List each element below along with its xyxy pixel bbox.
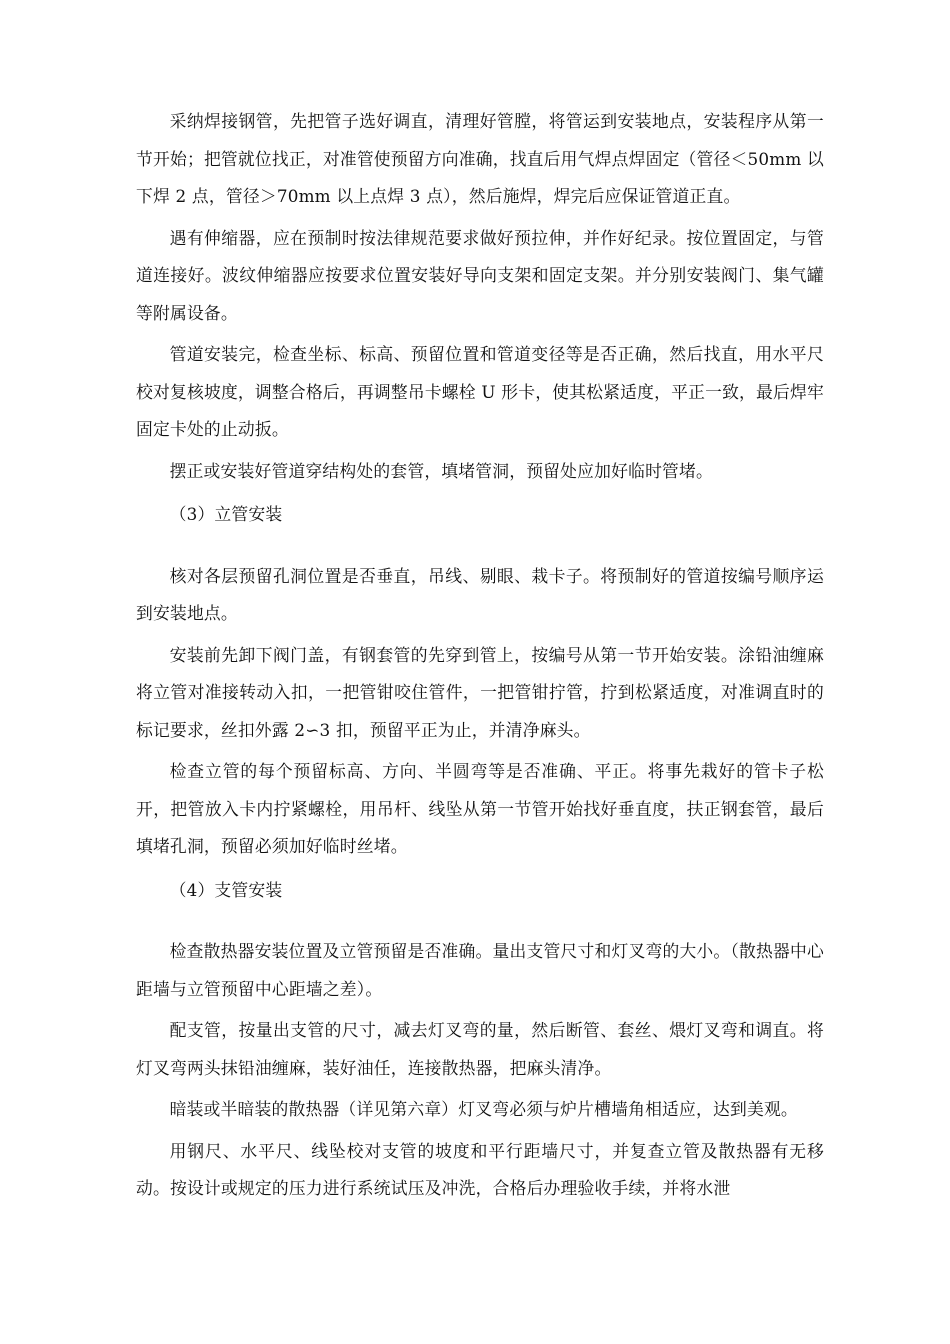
paragraph-riser-verify: 检查立管的每个预留标高、方向、半圆弯等是否准确、平正。将事先栽好的管卡子松开，把管放入卡内拧紧螺栓，用吊杆、线坠从第一节管开始找好垂直度，扶正钢套管，最后填堵孔洞，预留必须加好临时丝堵。 — [136, 761, 824, 856]
paragraph-branch-prep: 配支管，按量出支管的尺寸，减去灯叉弯的量，然后断管、套丝、煨灯叉弯和调直。将灯叉弯两头抹铅油缠麻，装好油任，连接散热器，把麻头清净。 — [136, 1020, 824, 1078]
paragraph-riser-install: 安装前先卸下阀门盖，有钢套管的先穿到管上，按编号从第一节开始安装。涂铅油缠麻将立管对准接转动入扣，一把管钳咬住管件，一把管钳拧管，拧到松紧适度，对准调直时的标记要求，丝扣外露 2∽3 扣，预留平正为止，并清净麻头。 — [136, 644, 824, 740]
paragraph-sleeve: 摆正或安装好管道穿结构处的套管，填堵管洞，预留处应加好临时管堵。 — [169, 460, 713, 481]
section-heading-branch-installation: （4）支管安装 — [169, 879, 283, 900]
section-heading-riser-installation: （3）立管安装 — [169, 504, 283, 524]
paragraph-concealed-radiator: 暗装或半暗装的散热器（详见第六章）灯叉弯必须与炉片槽墙角相适应，达到美观。 — [169, 1099, 798, 1119]
document-body — [136, 103, 824, 1212]
paragraph-welded-pipe: 采纳焊接钢管，先把管子选好调直，清理好管膛，将管运到安装地点，安装程序从第一节开始；把管就位找正，对准管使预留方向准确，找直后用气焊点焊固定（管径＜50mm 以下焊 2 点，管径＞70mm 以上点焊 3 点），然后施焊，焊完后应保证管道正直。 — [136, 111, 824, 206]
paragraph-expansion-joint: 遇有伸缩器，应在预制时按法律规范要求做好预拉伸，并作好纪录。按位置固定，与管道连接好。波纹伸缩器应按要求位置安装好导向支架和固定支架。并分别安装阀门、集气罐等附属设备。 — [136, 227, 824, 323]
paragraph-riser-check: 核对各层预留孔洞位置是否垂直，吊线、剔眼、栽卡子。将预制好的管道按编号顺序运到安装地点。 — [136, 565, 824, 623]
paragraph-pipe-inspection: 管道安装完，检查坐标、标高、预留位置和管道变径等是否正确，然后找直，用水平尺校对复核坡度，调整合格后，再调整吊卡螺栓 U 形卡，使其松紧适度，平正一致，最后焊牢固定卡处的止动扳。 — [136, 344, 824, 439]
paragraph-final-check: 用钢尺、水平尺、线坠校对支管的坡度和平行距墙尺寸，并复查立管及散热器有无移动。按设计或规定的压力进行系统试压及冲洗，合格后办理验收手续，并将水泄 — [136, 1140, 824, 1198]
paragraph-radiator-check: 检查散热器安装位置及立管预留是否准确。量出支管尺寸和灯叉弯的大小。（散热器中心距墙与立管预留中心距墙之差）。 — [136, 941, 824, 999]
